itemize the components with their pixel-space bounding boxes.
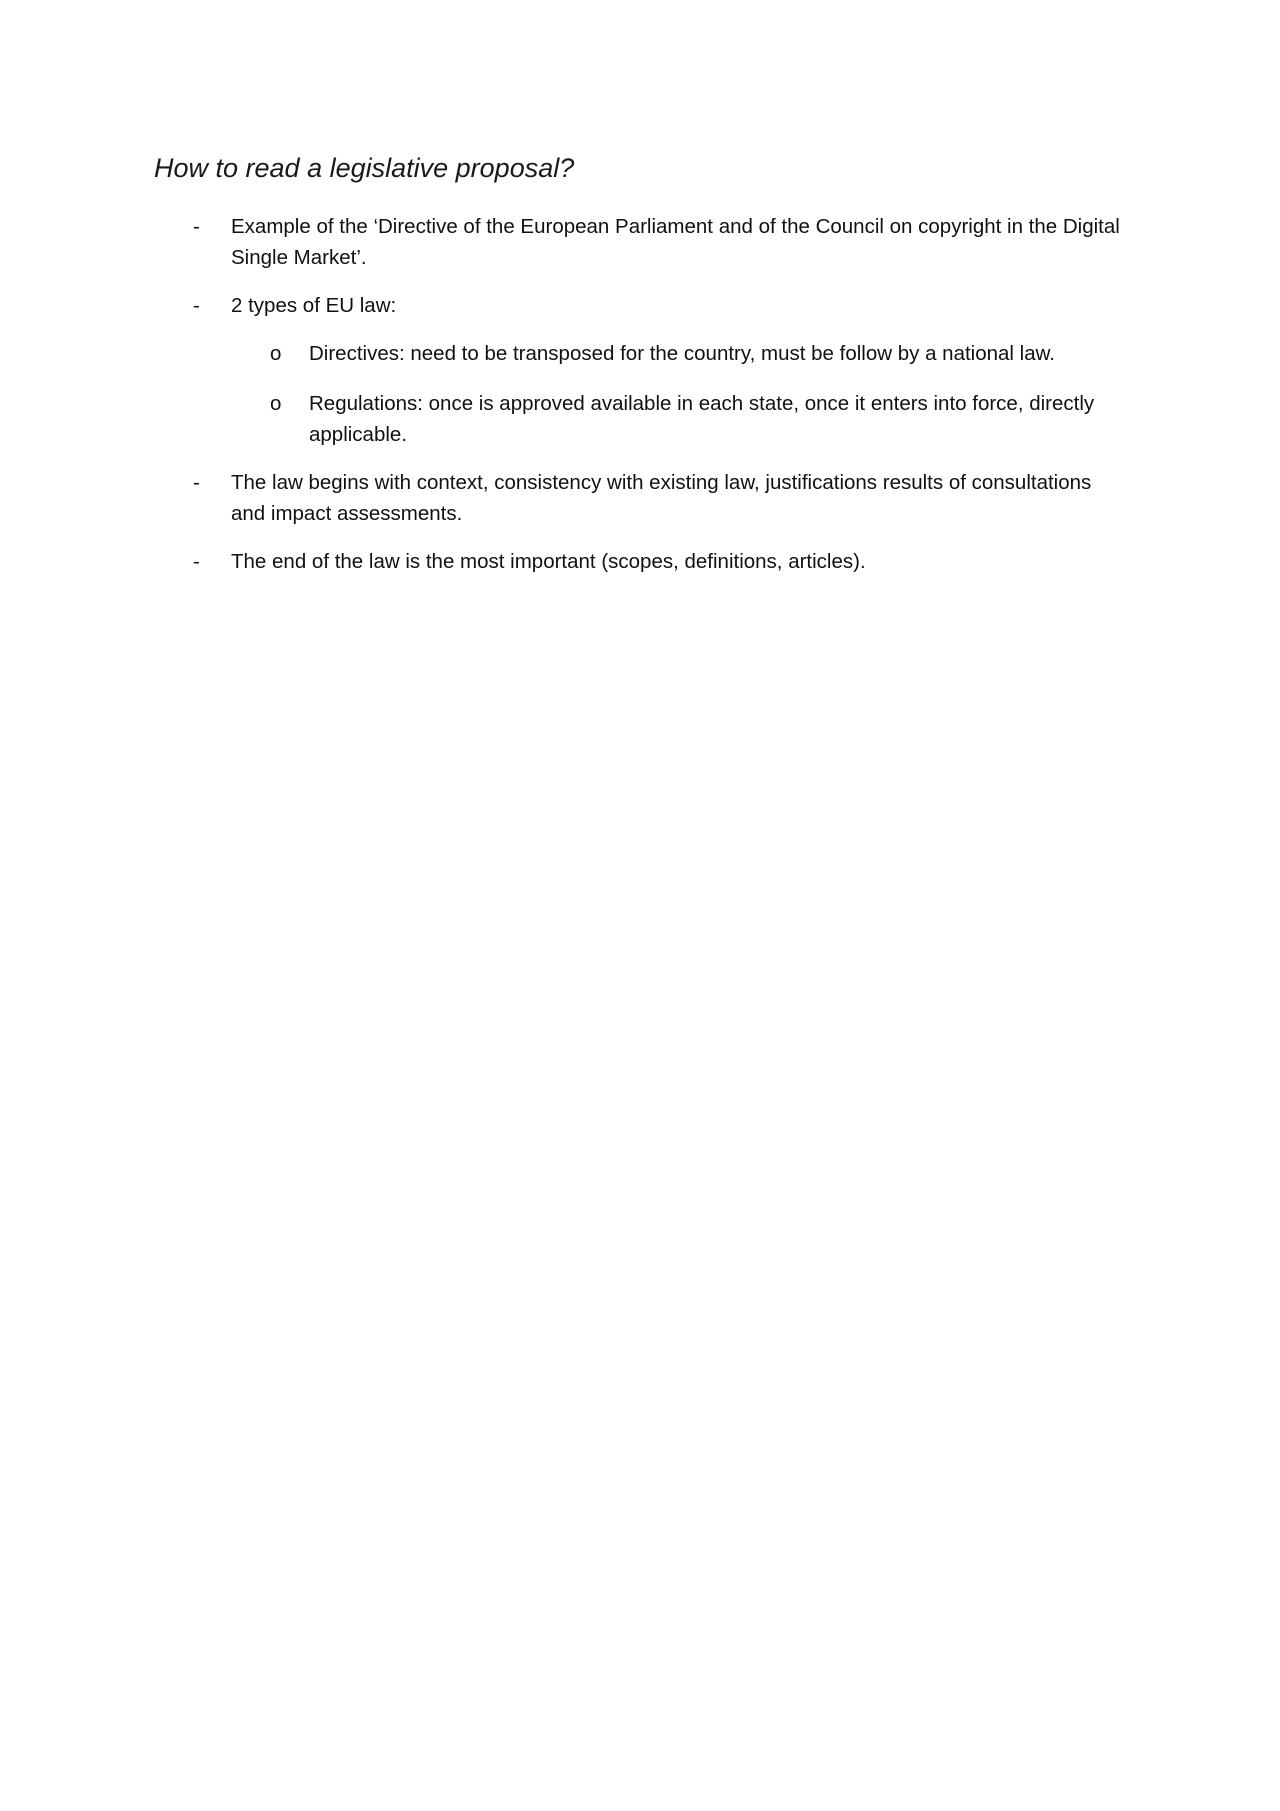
circle-bullet: o [270, 392, 282, 415]
dash-bullet: - [193, 471, 200, 494]
dash-bullet: - [193, 294, 200, 317]
list-item-text: The end of the law is the most important (scopes, definitions, articles). [231, 550, 866, 573]
circle-bullet: o [270, 342, 282, 365]
list-item-text: 2 types of EU law: [231, 294, 397, 317]
page-title: How to read a legislative proposal? [154, 153, 575, 183]
sub-list-item-text: Regulations: once is approved available in each state, once it enters into force, directly applicable. [309, 392, 1095, 446]
sub-list-item-text: Directives: need to be transposed for the country, must be follow by a national law. [309, 342, 1055, 365]
dash-bullet: - [193, 215, 200, 238]
list-item-text: The law begins with context, consistency with existing law, justifications results of consultations and impact assessments. [231, 471, 1092, 525]
list-item-text: Example of the ‘Directive of the European Parliament and of the Council on copyright in the Digital Single Market’. [231, 215, 1120, 269]
dash-bullet: - [193, 550, 200, 573]
